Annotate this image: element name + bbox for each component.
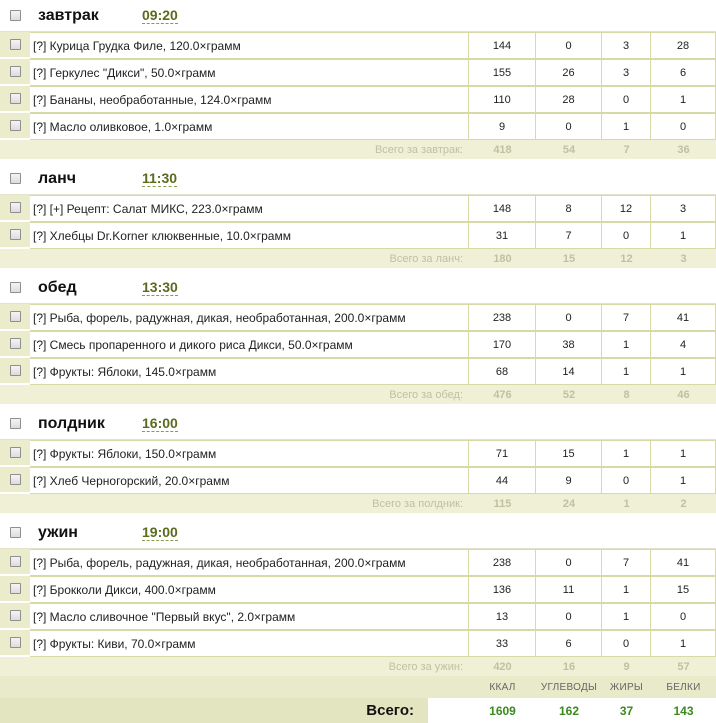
- food-carbs: 8: [536, 195, 602, 222]
- food-carbs: 14: [536, 358, 602, 385]
- meal-subtotal-carbs: 54: [562, 143, 576, 156]
- food-carbs: 28: [536, 86, 602, 113]
- food-name-link[interactable]: [?] Брокколи Дикси, 400.0×грамм: [30, 576, 469, 603]
- food-protein: 1: [651, 222, 716, 249]
- food-row: [0, 113, 716, 140]
- column-protein: БЕЛКИ: [666, 681, 701, 693]
- food-fat: 12: [602, 195, 651, 222]
- food-name-link[interactable]: [?] [+] Рецепт: Салат МИКС, 223.0×грамм: [30, 195, 469, 222]
- food-kcal: 170: [469, 331, 536, 358]
- column-carbs: УГЛЕВОДЫ: [540, 681, 598, 693]
- food-checkbox-icon[interactable]: [10, 365, 21, 376]
- food-carbs: 6: [536, 630, 602, 657]
- food-protein: 1: [651, 630, 716, 657]
- meal-subtotal-protein: 57: [677, 660, 690, 673]
- food-kcal: 9: [469, 113, 536, 140]
- food-fat: 7: [602, 304, 651, 331]
- meal-checkbox-icon[interactable]: [10, 282, 21, 293]
- meal-checkbox-icon[interactable]: [10, 173, 21, 184]
- food-carbs: 0: [536, 32, 602, 59]
- food-row: [0, 195, 716, 222]
- meal-title: полдник: [38, 414, 105, 432]
- food-row: [0, 603, 716, 630]
- food-name-link[interactable]: [?] Фрукты: Киви, 70.0×грамм: [30, 630, 469, 657]
- food-kcal: 238: [469, 304, 536, 331]
- meal-subtotal-row: [0, 140, 716, 159]
- food-carbs: 0: [536, 603, 602, 630]
- food-fat: 1: [602, 576, 651, 603]
- meal-checkbox-icon[interactable]: [10, 418, 21, 429]
- food-protein: 3: [651, 195, 716, 222]
- food-name-link[interactable]: [?] Рыба, форель, радужная, дикая, необработанная, 200.0×грамм: [30, 549, 469, 576]
- column-header-row: [0, 676, 716, 698]
- food-fat: 1: [602, 603, 651, 630]
- food-kcal: 110: [469, 86, 536, 113]
- food-kcal: 33: [469, 630, 536, 657]
- food-checkbox-icon[interactable]: [10, 229, 21, 240]
- food-fat: 7: [602, 549, 651, 576]
- meal-time-link[interactable]: 19:00: [142, 524, 178, 540]
- food-fat: 1: [602, 358, 651, 385]
- meal-time-link[interactable]: 09:20: [142, 7, 178, 23]
- meal-subtotal-row: [0, 494, 716, 513]
- food-carbs: 0: [536, 304, 602, 331]
- food-row: [0, 467, 716, 494]
- food-protein: 6: [651, 59, 716, 86]
- meal-header: [0, 517, 716, 549]
- food-checkbox-icon[interactable]: [10, 610, 21, 621]
- food-carbs: 7: [536, 222, 602, 249]
- food-kcal: 148: [469, 195, 536, 222]
- food-name-link[interactable]: [?] Хлебцы Dr.Korner клюквенные, 10.0×грамм: [30, 222, 469, 249]
- food-kcal: 44: [469, 467, 536, 494]
- meal-subtotal-carbs: 52: [562, 388, 576, 401]
- food-name-link[interactable]: [?] Хлеб Черногорский, 20.0×грамм: [30, 467, 469, 494]
- food-protein: 1: [651, 467, 716, 494]
- food-fat: 1: [602, 113, 651, 140]
- food-name-link[interactable]: [?] Бананы, необработанные, 124.0×грамм: [30, 86, 469, 113]
- meal-subtotal-protein: 3: [680, 252, 687, 265]
- meal-time-link[interactable]: 11:30: [142, 170, 178, 186]
- meal-time-link[interactable]: 13:30: [142, 279, 178, 295]
- food-checkbox-icon[interactable]: [10, 39, 21, 50]
- meal-subtotal-kcal: 418: [493, 143, 512, 156]
- food-fat: 3: [602, 32, 651, 59]
- meal-title: ужин: [38, 523, 78, 541]
- food-fat: 0: [602, 86, 651, 113]
- food-kcal: 68: [469, 358, 536, 385]
- meal-checkbox-icon[interactable]: [10, 10, 21, 21]
- food-checkbox-icon[interactable]: [10, 202, 21, 213]
- grand-total-fat: 37: [619, 703, 634, 718]
- meal-header: [0, 272, 716, 304]
- meal-subtotal-protein: 2: [680, 497, 687, 510]
- food-protein: 1: [651, 358, 716, 385]
- meal-header: [0, 408, 716, 440]
- food-row: [0, 331, 716, 358]
- food-name-link[interactable]: [?] Смесь пропаренного и дикого риса Дикси, 50.0×грамм: [30, 331, 469, 358]
- meal-subtotal-label: Всего за полдник:: [372, 497, 463, 510]
- food-carbs: 15: [536, 440, 602, 467]
- meal-subtotal-row: [0, 249, 716, 268]
- food-name-link[interactable]: [?] Геркулес "Дикси", 50.0×грамм: [30, 59, 469, 86]
- grand-total-carbs: 162: [558, 703, 580, 718]
- grand-total-row: [0, 698, 716, 723]
- food-checkbox-icon[interactable]: [10, 120, 21, 131]
- meal-checkbox-icon[interactable]: [10, 527, 21, 538]
- grand-total-protein: 143: [673, 703, 694, 718]
- food-protein: 15: [651, 576, 716, 603]
- meal-subtotal-fat: 8: [623, 388, 630, 401]
- food-checkbox-icon[interactable]: [10, 447, 21, 458]
- grand-total-label: Всего:: [366, 702, 414, 719]
- food-checkbox-icon[interactable]: [10, 338, 21, 349]
- diary-footer: [0, 676, 716, 723]
- food-protein: 1: [651, 440, 716, 467]
- food-kcal: 71: [469, 440, 536, 467]
- meal-subtotal-label: Всего за ужин:: [388, 660, 463, 673]
- food-checkbox-icon[interactable]: [10, 93, 21, 104]
- food-row: [0, 549, 716, 576]
- meal-subtotal-kcal: 420: [493, 660, 512, 673]
- meal-subtotal-fat: 1: [623, 497, 630, 510]
- meal-header: [0, 163, 716, 195]
- food-fat: 3: [602, 59, 651, 86]
- food-row: [0, 59, 716, 86]
- food-kcal: 238: [469, 549, 536, 576]
- meal-subtotal-kcal: 180: [493, 252, 512, 265]
- meal-subtotal-row: [0, 385, 716, 404]
- meal-subtotal-carbs: 16: [562, 660, 576, 673]
- food-name-link[interactable]: [?] Масло оливковое, 1.0×грамм: [30, 113, 469, 140]
- meal-header: [0, 0, 716, 32]
- meal-subtotal-label: Всего за завтрак:: [374, 143, 463, 156]
- food-protein: 28: [651, 32, 716, 59]
- food-fat: 0: [602, 467, 651, 494]
- food-checkbox-icon[interactable]: [10, 66, 21, 77]
- meal-subtotal-protein: 46: [677, 388, 690, 401]
- food-name-link[interactable]: [?] Рыба, форель, радужная, дикая, необработанная, 200.0×грамм: [30, 304, 469, 331]
- food-carbs: 0: [536, 113, 602, 140]
- food-checkbox-icon[interactable]: [10, 637, 21, 648]
- food-row: [0, 32, 716, 59]
- food-kcal: 13: [469, 603, 536, 630]
- food-checkbox-icon[interactable]: [10, 556, 21, 567]
- food-carbs: 38: [536, 331, 602, 358]
- food-row: [0, 630, 716, 657]
- food-row: [0, 304, 716, 331]
- column-kcal: ККАЛ: [489, 681, 516, 693]
- food-name-link[interactable]: [?] Фрукты: Яблоки, 150.0×грамм: [30, 440, 469, 467]
- meal-subtotal-fat: 9: [623, 660, 630, 673]
- food-protein: 41: [651, 304, 716, 331]
- food-protein: 0: [651, 113, 716, 140]
- meal-title: завтрак: [38, 6, 99, 24]
- food-carbs: 9: [536, 467, 602, 494]
- meal-title: обед: [38, 278, 77, 296]
- food-row: [0, 86, 716, 113]
- column-fat: ЖИРЫ: [609, 681, 644, 693]
- food-row: [0, 358, 716, 385]
- food-name-link[interactable]: [?] Масло сливочное "Первый вкус", 2.0×грамм: [30, 603, 469, 630]
- food-fat: 0: [602, 222, 651, 249]
- food-row: [0, 440, 716, 467]
- food-checkbox-icon[interactable]: [10, 474, 21, 485]
- food-protein: 1: [651, 86, 716, 113]
- food-kcal: 155: [469, 59, 536, 86]
- food-protein: 41: [651, 549, 716, 576]
- meal-subtotal-row: [0, 657, 716, 676]
- food-row: [0, 576, 716, 603]
- meal-subtotal-kcal: 115: [493, 497, 512, 510]
- food-fat: 1: [602, 440, 651, 467]
- meal-subtotal-label: Всего за обед:: [389, 388, 463, 401]
- meal-subtotal-protein: 36: [677, 143, 690, 156]
- food-protein: 0: [651, 603, 716, 630]
- food-checkbox-icon[interactable]: [10, 311, 21, 322]
- meal-subtotal-carbs: 15: [562, 252, 576, 265]
- food-carbs: 26: [536, 59, 602, 86]
- food-row: [0, 222, 716, 249]
- meal-subtotal-kcal: 476: [493, 388, 512, 401]
- meal-time-link[interactable]: 16:00: [142, 415, 178, 431]
- grand-total-kcal: 1609: [489, 703, 516, 718]
- meal-title: ланч: [38, 169, 77, 187]
- food-name-link[interactable]: [?] Курица Грудка Филе, 120.0×грамм: [30, 32, 469, 59]
- food-checkbox-icon[interactable]: [10, 583, 21, 594]
- food-carbs: 11: [536, 576, 602, 603]
- food-carbs: 0: [536, 549, 602, 576]
- food-fat: 1: [602, 331, 651, 358]
- meal-subtotal-label: Всего за ланч:: [389, 252, 463, 265]
- meal-subtotal-fat: 7: [623, 143, 630, 156]
- food-fat: 0: [602, 630, 651, 657]
- food-protein: 4: [651, 331, 716, 358]
- food-kcal: 144: [469, 32, 536, 59]
- food-kcal: 31: [469, 222, 536, 249]
- meal-subtotal-carbs: 24: [562, 497, 576, 510]
- food-kcal: 136: [469, 576, 536, 603]
- food-name-link[interactable]: [?] Фрукты: Яблоки, 145.0×грамм: [30, 358, 469, 385]
- meal-subtotal-fat: 12: [620, 252, 633, 265]
